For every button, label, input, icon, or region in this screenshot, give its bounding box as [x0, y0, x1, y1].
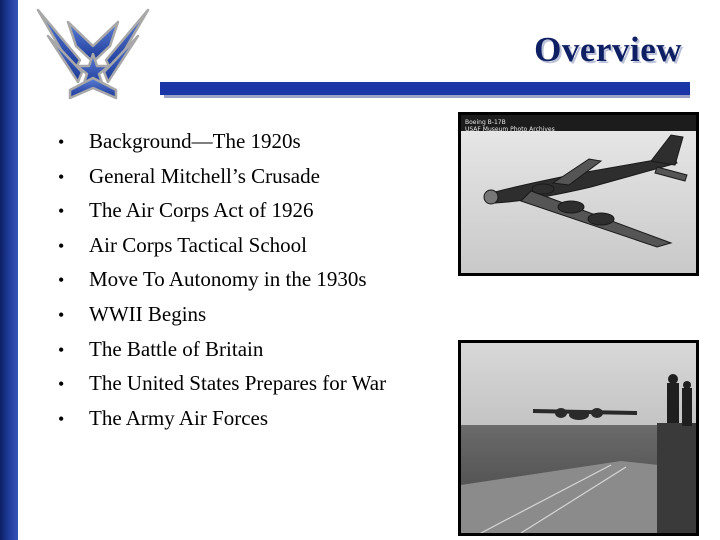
- caption-line: USAF Museum Photo Archives: [465, 126, 555, 133]
- air-force-wings-logo: [34, 6, 152, 102]
- bullet-icon: •: [58, 374, 65, 395]
- bullet-icon: •: [58, 201, 65, 222]
- list-item: [58, 337, 448, 372]
- bullet-text: The Battle of Britain: [89, 336, 264, 361]
- bullet-text: Background—The 1920s: [89, 129, 301, 153]
- photo-carrier-takeoff: [458, 340, 699, 536]
- bullet-text: WWII Begins: [89, 301, 207, 326]
- list-item: [58, 406, 448, 441]
- slide-title: Overview: [534, 30, 682, 69]
- bullet-icon: •: [58, 339, 65, 360]
- list-item: [58, 233, 448, 268]
- bullet-icon: •: [58, 166, 65, 187]
- bullet-text: The Air Corps Act of 1926: [89, 198, 314, 223]
- photo-bomber-in-flight: [458, 112, 699, 276]
- bullet-list: [58, 129, 448, 440]
- list-item: [58, 164, 448, 199]
- list-item: [58, 267, 448, 302]
- bullet-icon: •: [58, 270, 65, 291]
- bullet-text: Air Corps Tactical School: [89, 232, 308, 257]
- bullet-text: The United States Prepares for War: [89, 371, 387, 396]
- list-item: [58, 302, 448, 337]
- list-item: [58, 198, 448, 233]
- bullet-icon: •: [58, 235, 65, 256]
- left-accent-bar: [0, 0, 18, 540]
- caption-line: Boeing B-17B: [465, 119, 506, 126]
- photo-caption: [465, 119, 555, 133]
- bullet-icon: •: [58, 408, 65, 429]
- bullet-text: Move To Autonomy in the 1930s: [89, 267, 367, 292]
- list-item: [58, 371, 448, 406]
- bullet-text: The Army Air Forces: [89, 405, 269, 430]
- bullet-icon: •: [58, 304, 65, 325]
- bullet-icon: •: [58, 132, 65, 152]
- list-item: [58, 129, 448, 164]
- title-underline: [160, 82, 690, 102]
- bullet-text: General Mitchell’s Crusade: [89, 163, 320, 188]
